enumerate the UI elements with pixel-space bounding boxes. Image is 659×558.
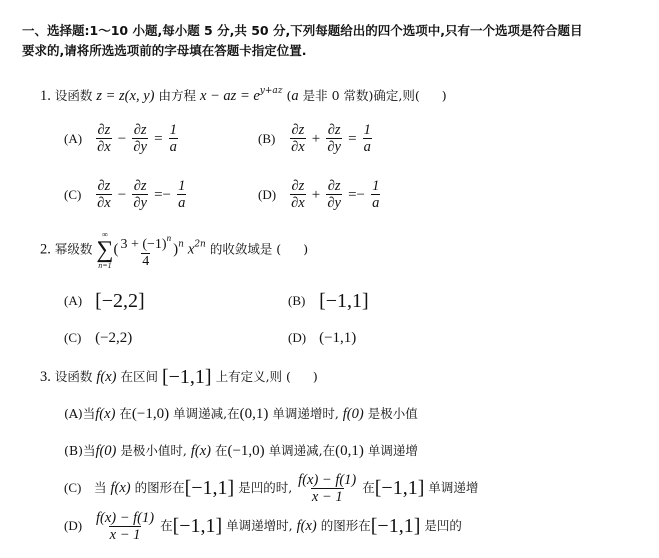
q2-option-d[interactable]: (D) (−1,1) [288,330,357,346]
question-2-stem: 2. 幂级数 ∞ ∑ n=1 ( $\frac{3 + (-1)^n}{4}$ )$^n$ $x^{2n}$ 的收敛域是 ( ) [40,230,309,270]
q2-option-d-value: (−1,1) [319,330,357,346]
q1-option-b[interactable]: (B) $\frac{\partial z}{\partial x}$ + $\frac{\partial z}{\partial y}$ = $\frac{1}{a}$ [258,122,371,155]
q3-option-d[interactable]: (D) $\frac{f(x) - f(1)}{x - 1}$ 在[−1,1] 单调递增时, f(x) 的图形在[−1,1] 是凹的 [64,510,462,543]
q1-option-c[interactable]: (C) $\frac{\partial z}{\partial x}$ − $\frac{\partial z}{\partial y}$ =− $\frac{1}{a}$ [64,178,186,211]
q2-text-b: 的收敛域是 ( [209,241,282,257]
q2-text-a: 幂级数 [54,241,93,257]
section-header-line2: 要求的,请将所选选项前的字母填在答题卡指定位置. [22,43,307,58]
q1-option-c-label: (C) [64,187,82,202]
question-1-stem [40,86,447,105]
question-3-stem: 3. 设函数 f(x) 在区间 [−1,1] 上有定义,则 ( ) [40,366,318,388]
q1-option-d[interactable]: (D) $\frac{\partial z}{\partial x}$ + $\frac{\partial z}{\partial y}$ =− $\frac{1}{a}$ [258,178,380,211]
q1-eq-exp: y+az [259,86,283,96]
q2-option-b[interactable]: (B) [−1,1] [288,290,369,312]
q1-eq-lhs: x − az = e [199,88,260,104]
q1-option-d-label: (D) [258,187,277,202]
q1-text-b: 由方程 [158,88,196,103]
q1-note: 是非 0 常数)确定,则( [302,88,420,103]
q1-number: 1. [40,88,51,104]
q2-option-a-value: [−2,2] [95,290,145,312]
section-header-line1: 一、选择题:1～10 小题,每小题 5 分,共 50 分,下列每题给出的四个选项中,只有一个选项是符合题目 [22,23,583,38]
q2-option-a[interactable]: (A) [−2,2] [64,290,145,312]
q3-option-c[interactable]: (C) 当 f(x) 的图形在[−1,1] 是凹的时, $\frac{f(x) - f(1)}{x - 1}$ 在[−1,1] 单调递增 [64,472,479,505]
q2-option-c[interactable]: (C) (−2,2) [64,330,133,346]
q1-text-a: 设函数 [54,88,93,103]
q1-option-b-label: (B) [258,131,276,146]
q3-option-b[interactable]: (B)当f(0) 是极小值时, f(x) 在(−1,0) 单调递减,在(0,1) 单调递增 [64,443,418,459]
q2-number: 2. [40,241,51,258]
q1-paren-open: ( [286,88,292,103]
q1-a-var: a [291,88,299,104]
q1-option-a[interactable]: (A) $\frac{\partial z}{\partial x}$ − $\frac{\partial z}{\partial y}$ = $\frac{1}{a}$ [64,122,177,155]
q1-option-a-label: (A) [64,131,83,146]
q1-close: ) [441,88,447,103]
q3-option-a[interactable]: (A)当f(x) 在(−1,0) 单调递减,在(0,1) 单调递增时, f(0) 是极小值 [64,406,418,422]
q1-func: z = z(x, y) [96,88,155,104]
q2-sum-symbol: ∞ ∑ n=1 [96,230,114,270]
q2-option-b-value: [−1,1] [319,290,369,312]
q2-option-c-value: (−2,2) [95,330,133,346]
